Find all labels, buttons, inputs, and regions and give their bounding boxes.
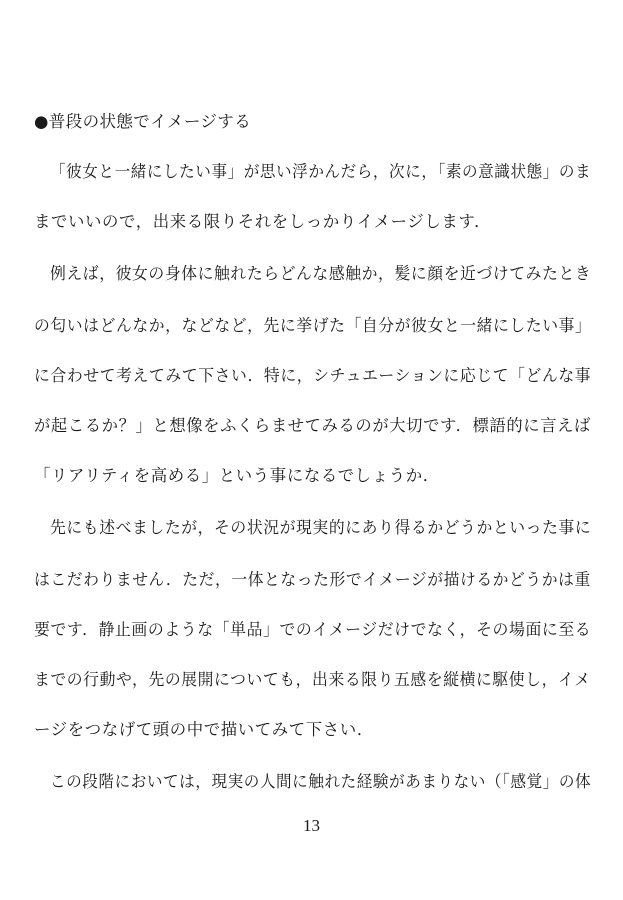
- body-line: までの行動や，先の展開についても，出来る限り五感を縦横に駆使し，イメ: [34, 670, 591, 689]
- body-line: ージをつなげて頭の中で描いてみて下さい．: [34, 720, 374, 739]
- body-line: の匂いはどんなか，などなど，先に挙げた「自分が彼女と一緒にしたい事」: [34, 316, 592, 335]
- body-line: 先にも述べましたが，その状況が現実的にあり得るかどうかといった事に: [50, 518, 592, 537]
- body-line: 「彼女と一緒にしたい事」が思い浮かんだら，次に，「素の意識状態」のま: [50, 162, 592, 181]
- body-line: に合わせて考えてみて下さい．特に，シチュエーションに応じて「どんな事: [34, 366, 592, 385]
- section-heading: ●普段の状態でイメージする: [34, 112, 252, 131]
- body-line: 「リアリティを高める」という事になるでしょうか．: [34, 466, 440, 485]
- body-line: はこだわりません．ただ，一体となった形でイメージが描けるかどうかは重: [34, 570, 591, 589]
- body-line: 要です．静止画のような「単品」でのイメージだけでなく，その場面に至る: [34, 620, 592, 639]
- page-number: 13: [303, 816, 320, 835]
- body-line: この段階においては，現実の人間に触れた経験があまりない（「感覚」の体: [50, 772, 592, 791]
- body-line: までいいので，出来る限りそれをしっかりイメージします．: [34, 212, 492, 231]
- body-line: 例えば，彼女の身体に触れたらどんな感触か，髪に顔を近づけてみたとき: [50, 264, 592, 283]
- body-line: が起こるか？」と想像をふくらませてみるのが大切です．標語的に言えば: [34, 416, 591, 435]
